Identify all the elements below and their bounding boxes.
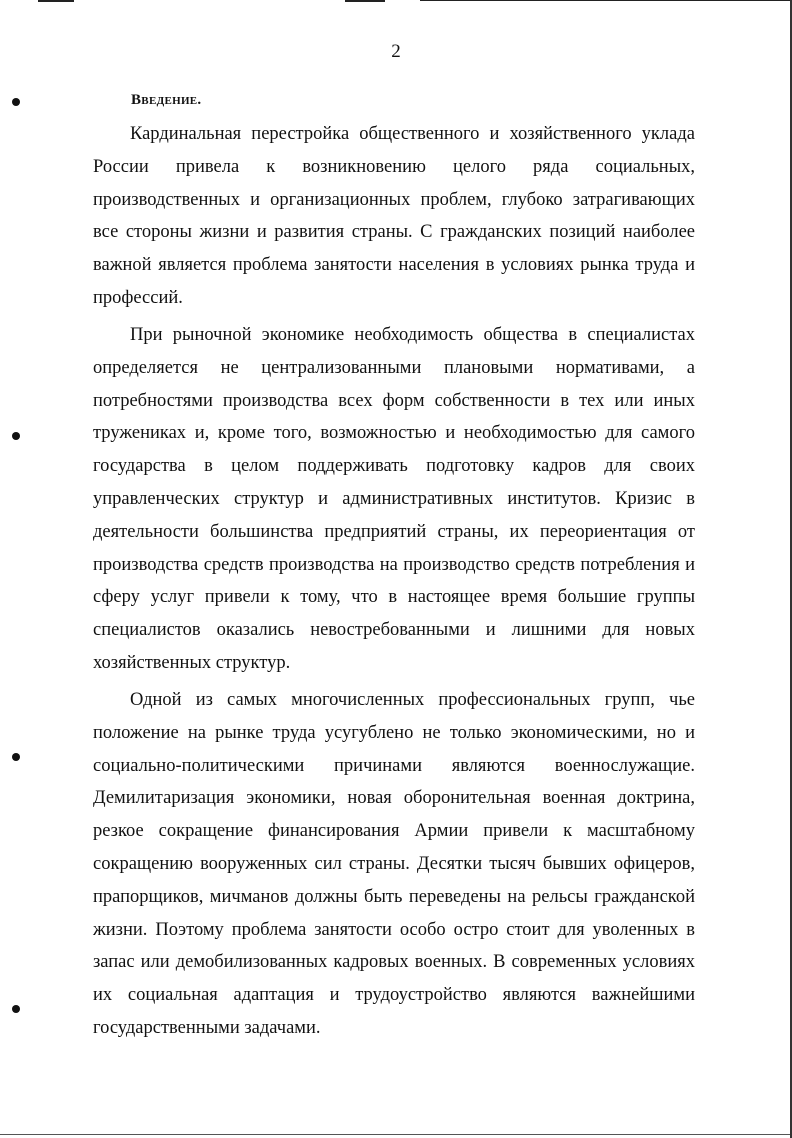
binding-mark (12, 1005, 20, 1013)
page-number: 2 (391, 41, 401, 62)
scan-artifact-top-right (420, 0, 792, 1)
paragraph-text: Одной из самых многочисленных профессиональных групп, чье положение на рынке труда усугублено не только экономическими, но и социально-политическими причинами являются военнослужащие. Демилитаризация экономики, новая оборонительная военная доктрина, резкое сокращение финансирования Армии привели к масштабному сокращению вооруженных сил страны. Десятки тысяч бывших офицеров, прапорщиков, мичманов должны быть переведены на рельсы гражданской жизни. Поэтому проблема занятости особо остро стоит для уволенных в запас или демобилизованных кадровых военных. В современных условиях их социальная адаптация и трудоустройство являются важнейшими государственными задачами. (93, 690, 695, 1038)
scan-artifact-bottom (0, 1134, 792, 1135)
paragraph-text: При рыночной экономике необходимость общества в специалистах определяется не централизованными плановыми нормативами, а потребностями производства всех форм собственности в тех или иных тружениках и, кроме того, возможностью и необходимостью для самого государства в целом поддерживать подготовку кадров для своих управленческих структур и административных институтов. Кризис в деятельности большинства предприятий страны, их переориентация от производства средств производства на производство средств потребления и сферу услуг привели к тому, что в настоящее время большие группы специалистов оказались невостребованными и лишними для новых хозяйственных структур. (93, 325, 695, 673)
scan-artifact-top-left (38, 0, 74, 2)
paragraph-3 (93, 684, 695, 1045)
binding-mark (12, 753, 20, 761)
paragraph-text: Кардинальная перестройка общественного и хозяйственного уклада России привела к возникновению целого ряда социальных, производственных и организационных проблем, глубоко затрагивающих все стороны жизни и развития страны. С гражданских позиций наиболее важной является проблема занятости населения в условиях рынка труда и профессий. (93, 124, 695, 308)
scan-artifact-top-center (345, 0, 385, 2)
paragraph-2 (93, 319, 695, 680)
binding-mark (12, 98, 20, 106)
binding-mark (12, 432, 20, 440)
section-heading: Введение. (131, 92, 202, 108)
paragraph-1 (93, 118, 695, 315)
